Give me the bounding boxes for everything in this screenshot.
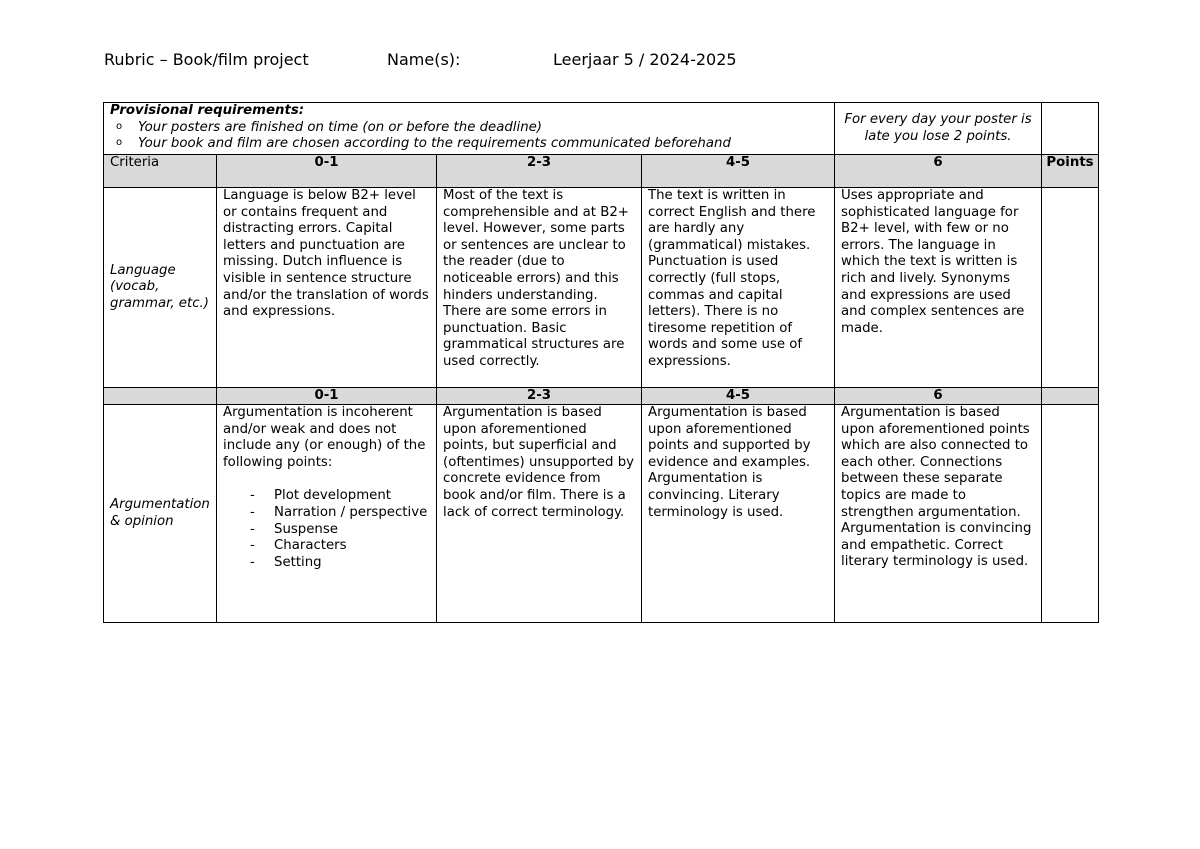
requirements-title: Provisional requirements: — [110, 103, 305, 118]
score-header-0-1: 0-1 — [217, 155, 437, 188]
score-header-2-3: 2-3 — [437, 388, 642, 405]
language-desc-2-3: Most of the text is comprehensible and at B2+ level. However, some parts or sentences are unclear to the reader (due to noticeable errors) and this hinders understanding. There are some errors in punctuation. Basic grammatical structures are used correctly. — [437, 188, 642, 388]
school-year: Leerjaar 5 / 2024-2025 — [553, 50, 737, 69]
score-header-row — [104, 388, 1099, 405]
language-row — [104, 188, 1099, 388]
requirements-cell — [104, 103, 835, 155]
argumentation-row — [104, 405, 1099, 623]
argumentation-desc-0-1-text: Argumentation is incoherent and/or weak and does not include any (or enough) of the following points: — [223, 405, 426, 470]
argumentation-desc-2-3: Argumentation is based upon aforementioned points, but superficial and (oftentimes) unsupported by concrete evidence from book and/or film. There is a lack of correct terminology. — [437, 405, 642, 623]
argument-point: - Narration / perspective — [274, 505, 430, 522]
points-header: Points — [1042, 155, 1099, 188]
requirements-list — [110, 120, 828, 153]
requirements-row — [104, 103, 1099, 155]
argumentation-desc-0-1 — [217, 405, 437, 623]
score-header-6: 6 — [835, 388, 1042, 405]
argument-point: - Plot development — [274, 488, 430, 505]
empty-cell — [104, 388, 217, 405]
language-points-cell — [1042, 188, 1099, 388]
argumentation-desc-4-5: Argumentation is based upon aforementioned points and supported by evidence and examples. Argumentation is convincing. Literary terminology is used. — [642, 405, 835, 623]
score-header-2-3: 2-3 — [437, 155, 642, 188]
document-title: Rubric – Book/film project — [104, 50, 309, 69]
language-desc-4-5: The text is written in correct English and there are hardly any (grammatical) mistakes. Punctuation is used correctly (full stops, commas and capital letters). There is no tiresome repetition of words and some use of expressions. — [642, 188, 835, 388]
score-header-row — [104, 155, 1099, 188]
score-header-4-5: 4-5 — [642, 388, 835, 405]
argumentation-desc-6: Argumentation is based upon aforementioned points which are also connected to each other. Connections between these separate topics are made to strengthen argumentation. Argumentation is convincing and empathetic. Correct literary terminology is used. — [835, 405, 1042, 623]
empty-cell — [1042, 103, 1099, 155]
argumentation-points-cell — [1042, 405, 1099, 623]
argumentation-criterion-label: Argumentation & opinion — [104, 405, 217, 623]
late-penalty-note: For every day your poster is late you lose 2 points. — [835, 103, 1042, 155]
document-header — [104, 50, 1104, 72]
language-criterion-label: Language (vocab, grammar, etc.) — [104, 188, 217, 388]
argument-points-list — [223, 488, 430, 571]
score-header-6: 6 — [835, 155, 1042, 188]
names-label: Name(s): — [387, 50, 461, 69]
score-header-0-1: 0-1 — [217, 388, 437, 405]
empty-cell — [1042, 388, 1099, 405]
score-header-4-5: 4-5 — [642, 155, 835, 188]
criteria-header: Criteria — [104, 155, 217, 188]
language-desc-6: Uses appropriate and sophisticated language for B2+ level, with few or no errors. The language in which the text is written is rich and lively. Synonyms and expressions are used and complex sentences are made. — [835, 188, 1042, 388]
language-desc-0-1: Language is below B2+ level or contains frequent and distracting errors. Capital letters and punctuation are missing. Dutch influence is visible in sentence structure and/or the translation of words and expressions. — [217, 188, 437, 388]
argument-point: - Suspense — [274, 522, 430, 539]
argument-point: - Setting — [274, 555, 430, 572]
requirement-item: o Your book and film are chosen according to the requirements communicated beforehand — [138, 136, 828, 153]
requirement-item: o Your posters are finished on time (on or before the deadline) — [138, 120, 828, 137]
argument-point: - Characters — [274, 538, 430, 555]
rubric-table — [103, 102, 1099, 623]
